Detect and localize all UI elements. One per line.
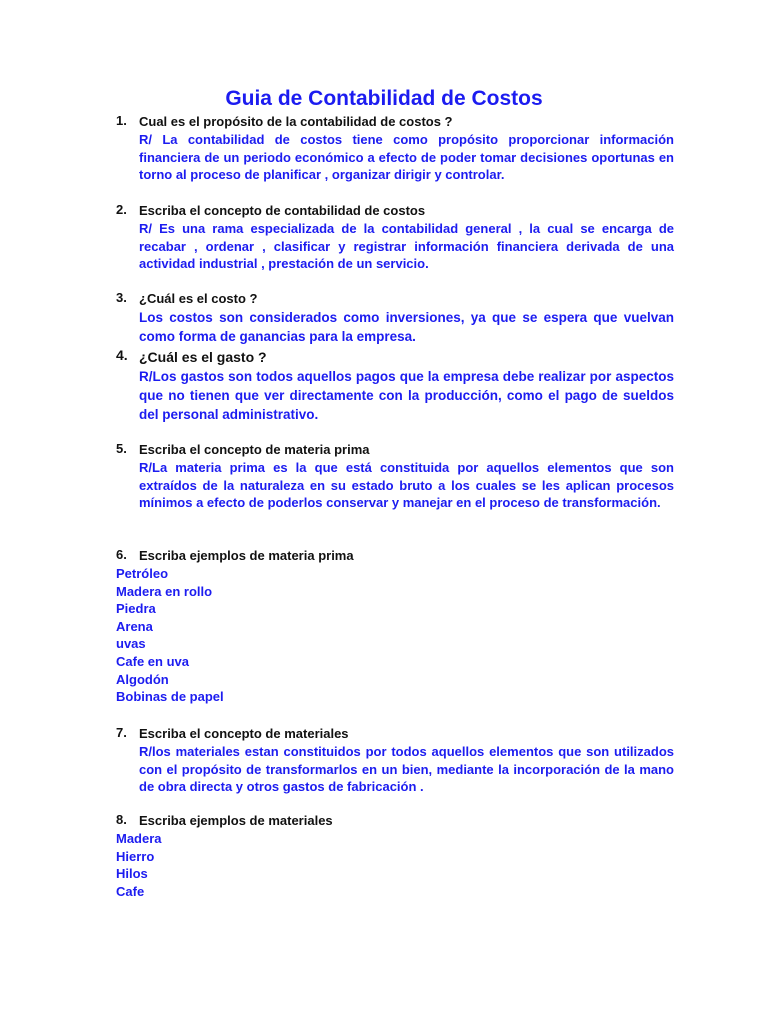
list-item: Cafe en uva: [116, 653, 189, 669]
answer-text: R/ La contabilidad de costos tiene como propósito proporcionar información financiera de un periodo económico a efecto de poder tomar decisiones oportunas en torno al proceso de planificar , organizar dirigir y controlar.: [139, 132, 674, 183]
examples-list: [116, 565, 674, 706]
list-item: Petróleo: [116, 566, 169, 581]
answer-text: R/Los gastos son todos aquellos pagos que la empresa debe realizar por aspectos que no tienen que ver directamente con la producción, como el pago de sueldos del personal administrativo.: [139, 369, 674, 422]
question-4: [116, 347, 674, 424]
list-item: Madera en rollo: [116, 583, 213, 599]
question-number: 1.: [116, 113, 127, 128]
question-number: 2.: [116, 202, 127, 217]
question-number: 8.: [116, 812, 127, 827]
question-5: [116, 441, 674, 512]
list-item: Cafe: [116, 883, 145, 899]
question-text: Escriba el concepto de materiales: [139, 726, 349, 741]
list-item: Madera: [116, 831, 162, 846]
question-number: 4.: [116, 347, 128, 363]
question-text: Escriba ejemplos de materia prima: [139, 548, 354, 563]
question-text: Escriba el concepto de materia prima: [139, 442, 370, 457]
document-title: Guia de Contabilidad de Costos: [225, 87, 543, 110]
list-item: Piedra: [116, 601, 156, 617]
list-item: Hilos: [116, 866, 148, 882]
answer-text: R/ Es una rama especializada de la contabilidad general , la cual se encarga de recabar , ordenar , clasificar y registrar información financiera derivada de una actividad industrial , prestación de un servicio.: [139, 221, 674, 272]
question-6: [116, 547, 674, 706]
question-8: [116, 812, 674, 900]
question-number: 7.: [116, 725, 127, 740]
question-number: 5.: [116, 441, 127, 456]
answer-text: R/los materiales estan constituidos por todos aquellos elementos que son utilizados con el propósito de transformarlos en un bien, mediante la incorporación de la mano de obra directa y otros gastos de fabricación .: [139, 744, 674, 795]
question-number: 6.: [116, 547, 127, 562]
question-text: ¿Cuál es el gasto ?: [139, 349, 267, 365]
list-item: Bobinas de papel: [116, 689, 224, 705]
question-2: [116, 202, 674, 273]
question-text: Escriba el concepto de contabilidad de costos: [139, 203, 426, 218]
examples-list: [116, 830, 674, 900]
answer-text: R/La materia prima es la que está constituida por aquellos elementos que son extraídos de la naturaleza en su estado bruto a los cuales se les aplican procesos mínimos a efecto de poderlos conservar y manejar en el proceso de transformación.: [139, 460, 674, 511]
question-text: Escriba ejemplos de materiales: [139, 813, 333, 828]
list-item: uvas: [116, 636, 146, 652]
question-text: Cual es el propósito de la contabilidad de costos ?: [139, 114, 453, 129]
list-item: Arena: [116, 618, 153, 634]
question-number: 3.: [116, 290, 127, 305]
list-item: Algodón: [116, 671, 169, 687]
question-3: [116, 290, 674, 346]
question-1: [116, 113, 674, 184]
list-item: Hierro: [116, 848, 155, 864]
question-text: ¿Cuál es el costo ?: [139, 291, 258, 306]
answer-text: Los costos son considerados como inversiones, ya que se espera que vuelvan como forma de ganancias para la empresa.: [139, 310, 674, 344]
question-7: [116, 725, 674, 796]
